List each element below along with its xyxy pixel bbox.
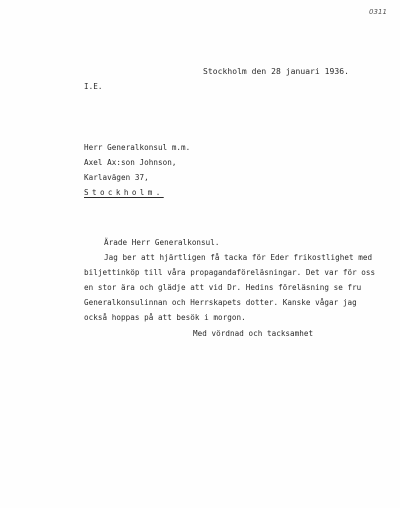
salutation: Ärade Herr Generalkonsul. [104, 238, 220, 247]
address-line-city: Stockholm. [84, 188, 164, 197]
address-line-street: Karlavägen 37, [84, 173, 149, 182]
body-line: biljettinköp till våra propagandaföreläsningar. Det var för oss [84, 268, 376, 277]
body-line: också hoppas på att besök i morgon. [84, 313, 246, 322]
date-line: Stockholm den 28 januari 1936. [203, 67, 349, 76]
address-line-name: Axel Ax:son Johnson, [84, 158, 177, 167]
address-line-title: Herr Generalkonsul m.m. [84, 143, 191, 152]
body-line: en stor ära och glädje att vid Dr. Hedins föreläsning se fru [84, 283, 362, 292]
closing-line: Med vördnad och tacksamhet [193, 329, 314, 338]
archive-number: 0311 [369, 8, 388, 16]
reference-initials: I.E. [84, 82, 103, 91]
body-line: Jag ber att hjärtligen få tacka för Eder frikostlighet med [104, 253, 373, 262]
body-line: Generalkonsulinnan och Herrskapets dotter. Kanske vågar jag [84, 298, 357, 307]
